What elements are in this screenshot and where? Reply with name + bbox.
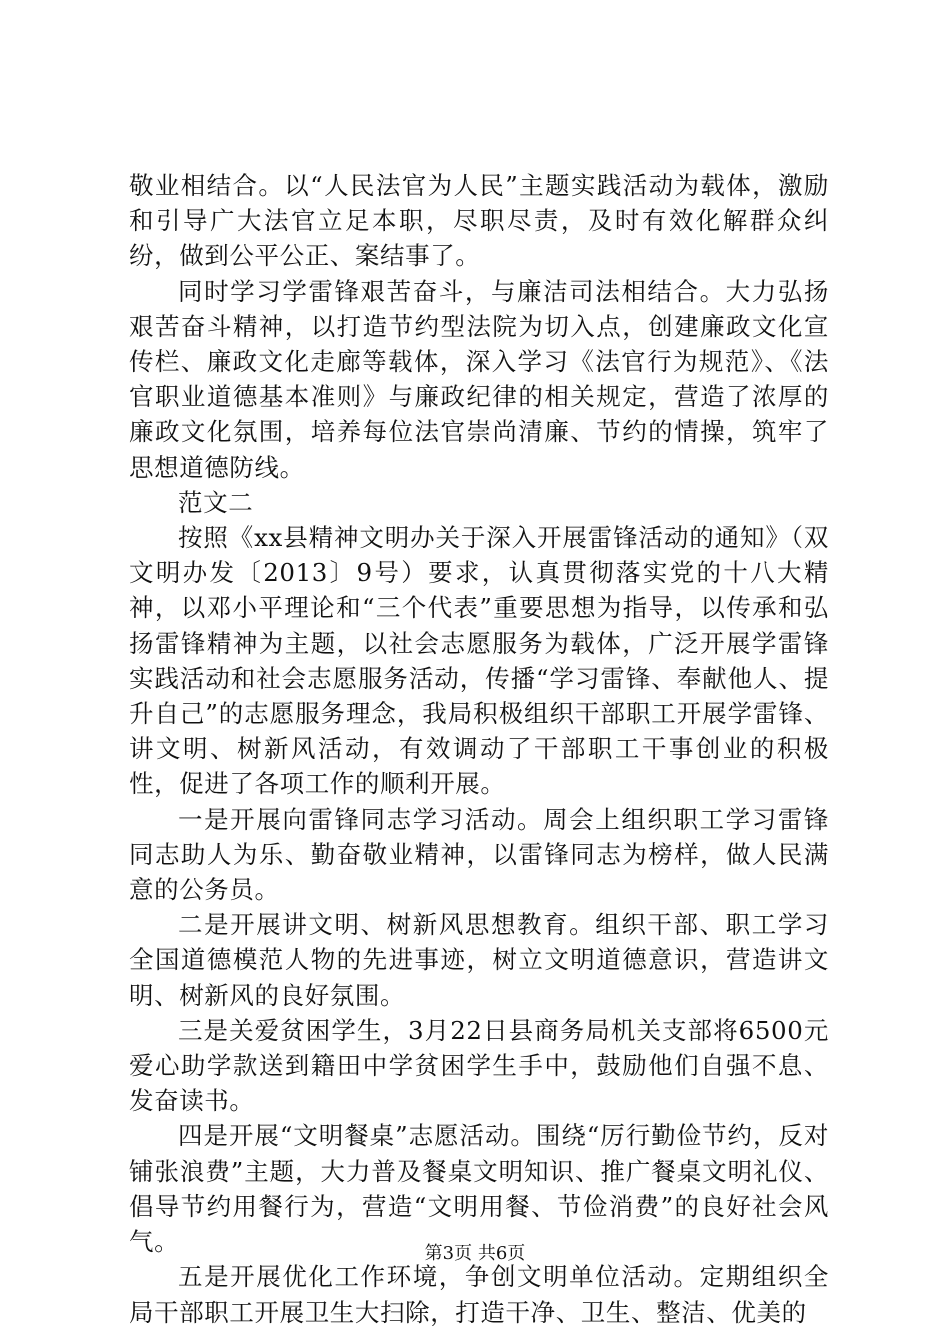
paragraph-item-5: 五是开展优化工作环境，争创文明单位活动。定期组织全局干部职工开展卫生大扫除，打造干净、卫生、整洁、优美的 — [129, 1262, 829, 1327]
paragraph-item-2: 二是开展讲文明、树新风思想教育。组织干部、职工学习全国道德模范人物的先进事迹，树立文明道德意识，营造讲文明、树新风的良好氛围。 — [129, 910, 829, 1010]
section-heading: 范文二 — [178, 487, 254, 517]
paragraph-item-3: 三是关爱贫困学生，3月22日县商务局机关支部将6500元爱心助学款送到籍田中学贫困学生手中，鼓励他们自强不息、发奋读书。 — [129, 1015, 829, 1116]
paragraph-item-4: 四是开展“文明餐桌”志愿活动。围绕“厉行勤俭节约，反对铺张浪费”主题，大力普及餐桌文明知识、推广餐桌文明礼仪、倡导节约用餐行为，营造“文明用餐、节俭消费”的良好社会风气。 — [129, 1121, 829, 1257]
document-body — [129, 168, 829, 1330]
paragraph-integrity: 同时学习学雷锋艰苦奋斗，与廉洁司法相结合。大力弘扬艰苦奋斗精神，以打造节约型法院为切入点，创建廉政文化宣传栏、廉政文化走廊等载体，深入学习《法官行为规范》、《法官职业道德基本准则》与廉政纪律的相关规定，营造了浓厚的廉政文化氛围，培养每位法官崇尚清廉、节约的情操，筑牢了思想道德防线。 — [129, 276, 829, 482]
page-footer: 第3页 共6页 — [424, 1243, 526, 1264]
paragraph-continuation: 敬业相结合。以“人民法官为人民”主题实践活动为载体，激励和引导广大法官立足本职，尽职尽责，及时有效化解群众纠纷，做到公平公正、案结事了。 — [129, 171, 829, 271]
paragraph-intro: 按照《xx县精神文明办关于深入开展雷锋活动的通知》（双文明办发〔2013〕9号）要求，认真贯彻落实党的十八大精神，以邓小平理论和“三个代表”重要思想为指导，以传承和弘扬雷锋精神为主题，以社会志愿服务为载体，广泛开展学雷锋实践活动和社会志愿服务活动，传播“学习雷锋、奉献他人、提升自己”的志愿服务理念，我局积极组织干部职工开展学雷锋、讲文明、树新风活动，有效调动了干部职工干事创业的积极性，促进了各项工作的顺利开展。 — [129, 523, 829, 799]
paragraph-item-1: 一是开展向雷锋同志学习活动。周会上组织职工学习雷锋同志助人为乐、勤奋敬业精神，以雷锋同志为榜样，做人民满意的公务员。 — [129, 804, 829, 905]
